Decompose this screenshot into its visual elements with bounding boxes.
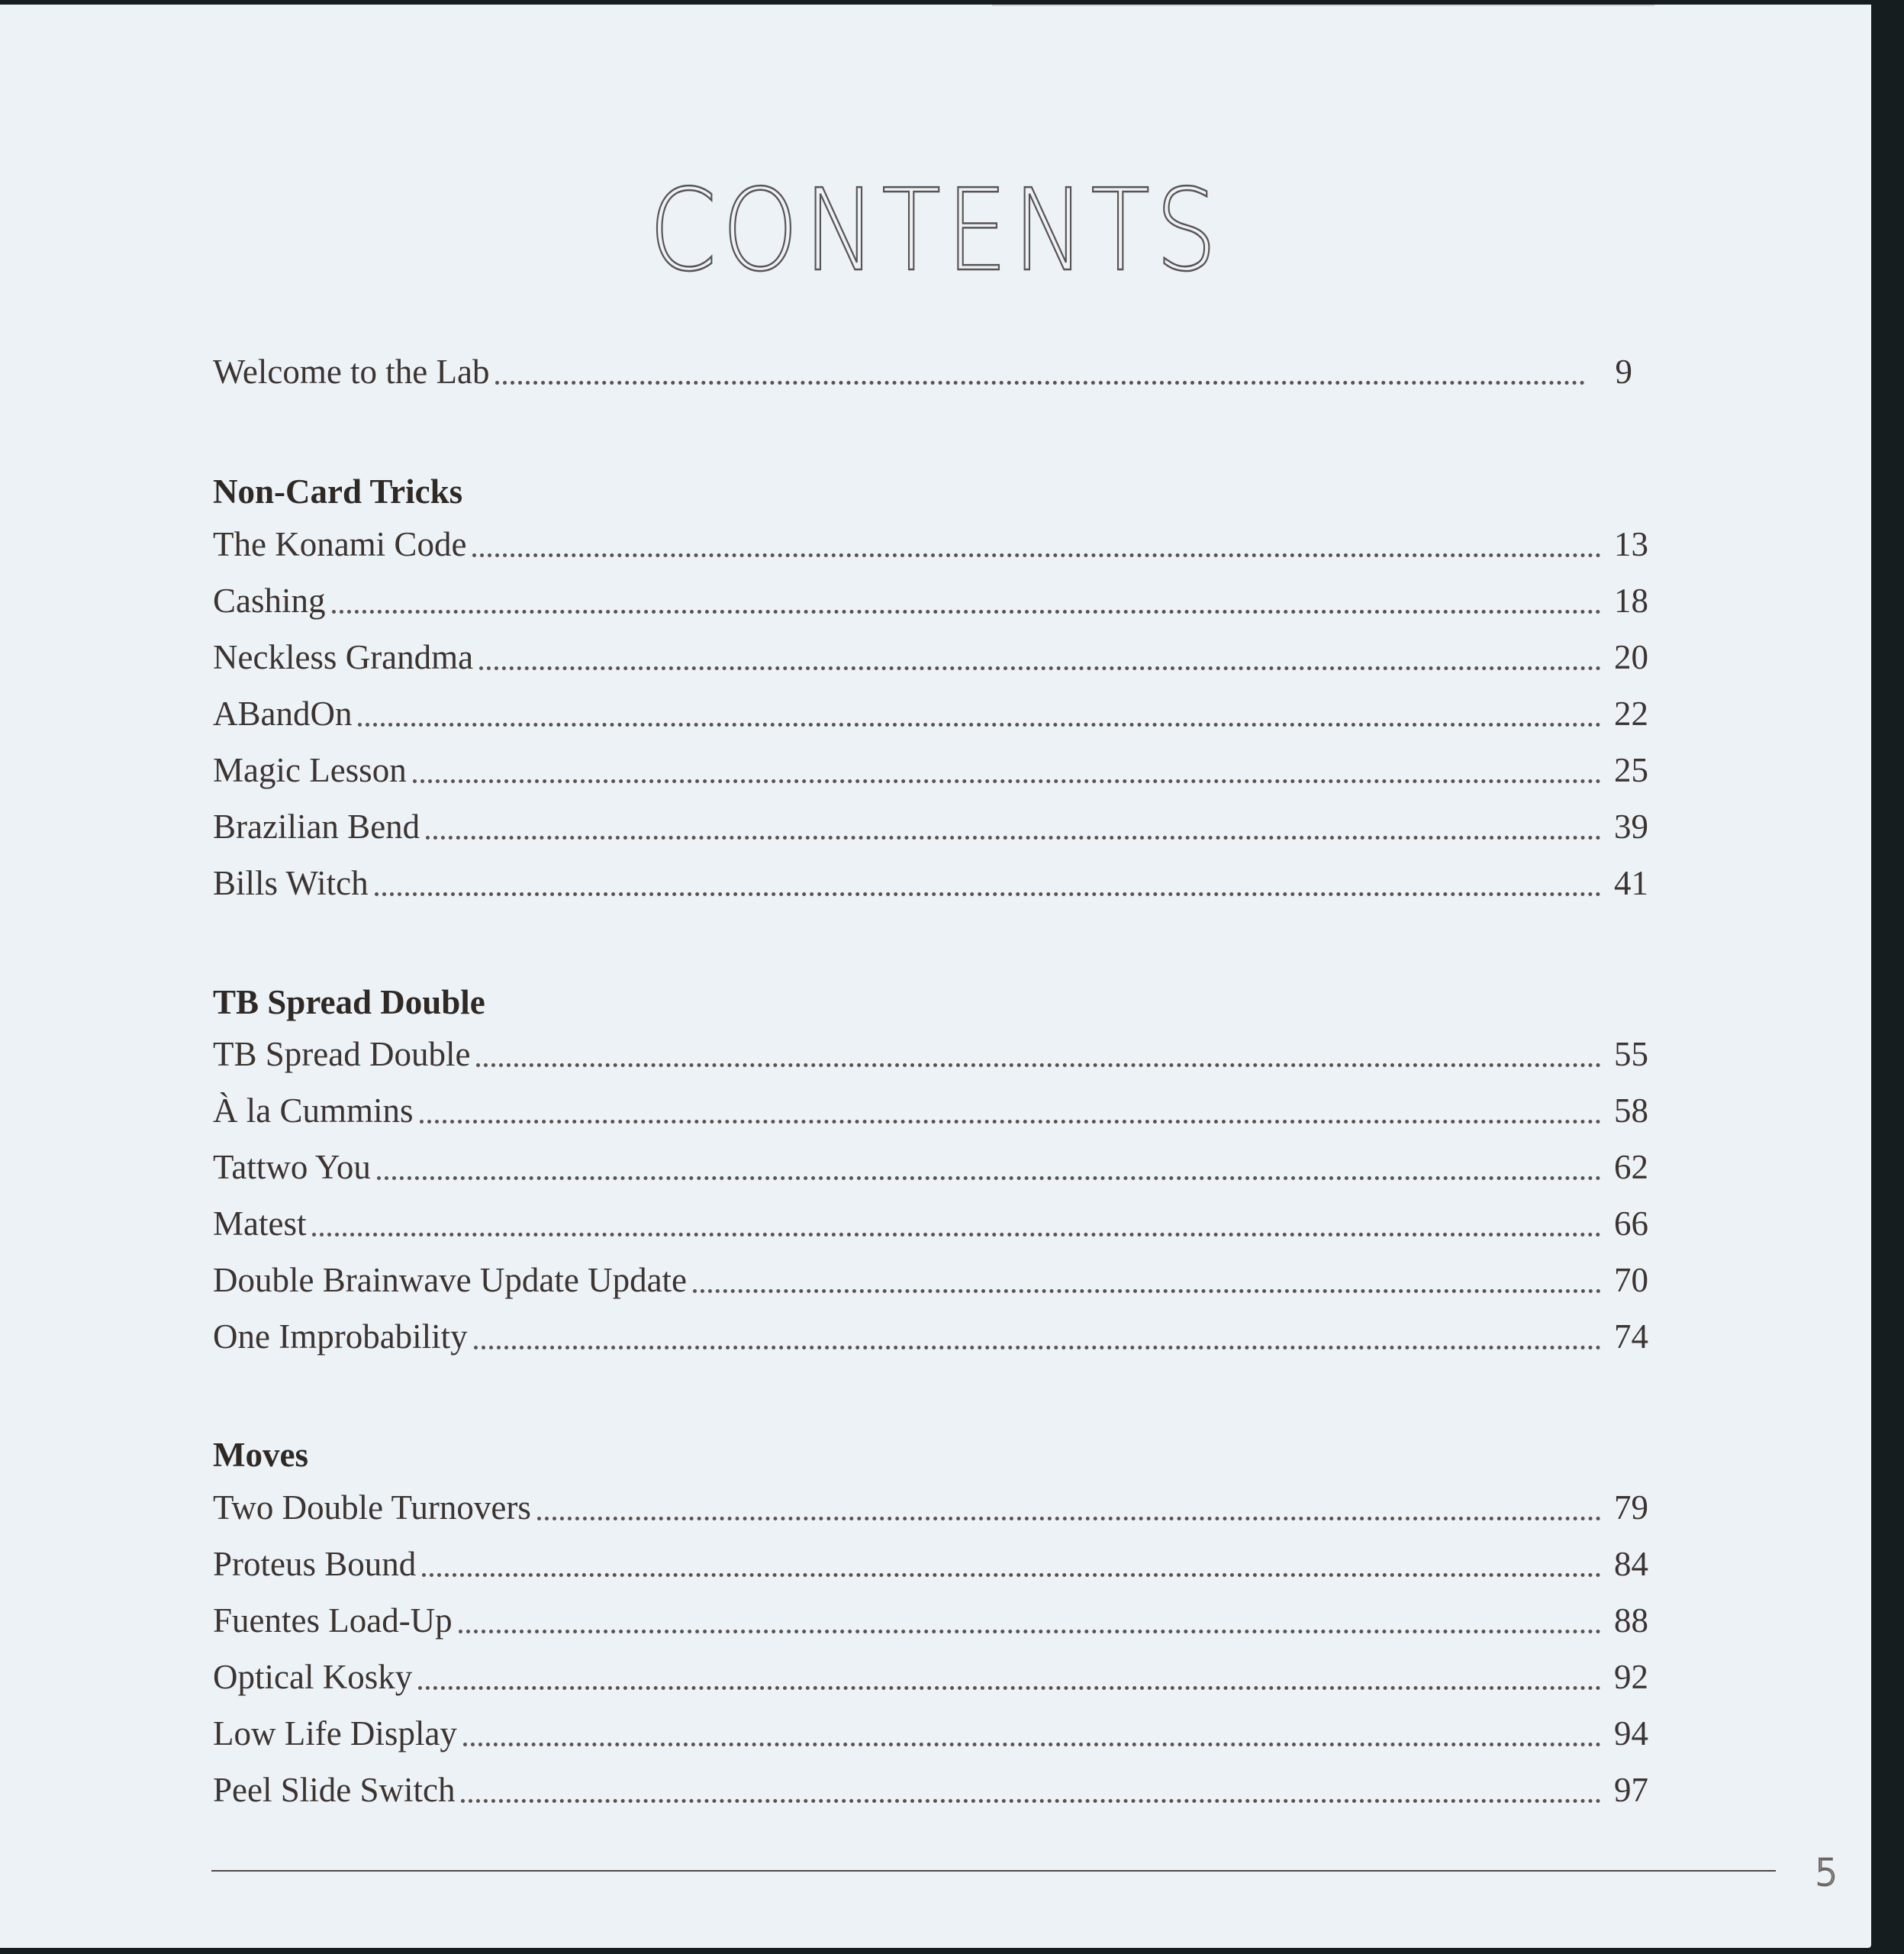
dot-leader [472, 553, 1601, 557]
dot-leader [358, 723, 1601, 727]
toc-entry[interactable] [213, 1469, 1648, 1525]
toc-entry[interactable] [213, 1694, 1648, 1751]
entry-title: One Improbability [213, 1317, 468, 1356]
dot-leader [413, 779, 1601, 783]
toc-entry[interactable] [213, 675, 1648, 731]
dot-leader [463, 1743, 1601, 1746]
entry-title: Cashing [213, 582, 326, 620]
dot-leader [418, 1686, 1601, 1690]
entry-title: Double Brainwave Update Update [213, 1261, 688, 1299]
entry-title: The Konami Code [213, 525, 467, 563]
dot-leader [495, 381, 1585, 385]
entry-title: Magic Lesson [213, 751, 407, 789]
toc-entry[interactable] [213, 1525, 1648, 1582]
entry-page: 66 [1614, 1204, 1648, 1243]
toc-entry[interactable] [213, 1241, 1648, 1298]
entry-title: Optical Kosky [213, 1658, 413, 1696]
entry-page: 79 [1614, 1488, 1648, 1527]
toc-entry[interactable] [213, 505, 1648, 562]
entry-page: 94 [1614, 1714, 1648, 1752]
entry-page: 97 [1614, 1771, 1648, 1809]
dot-leader [461, 1799, 1601, 1803]
dot-leader [375, 892, 1601, 896]
entry-page: 20 [1614, 638, 1648, 676]
toc-entry[interactable] [213, 1751, 1648, 1807]
toc-entry[interactable] [213, 1638, 1648, 1694]
entry-page: 84 [1614, 1545, 1648, 1583]
entry-title: Tattwo You [213, 1148, 371, 1186]
entry-title: Peel Slide Switch [213, 1771, 456, 1809]
entry-title: Proteus Bound [213, 1545, 417, 1583]
entry-page: 62 [1614, 1148, 1648, 1186]
toc-entry-intro[interactable] [213, 333, 1632, 389]
toc-entry[interactable] [213, 1185, 1648, 1241]
entry-title: Bills Witch [213, 864, 369, 902]
entry-title: Matest [213, 1204, 307, 1243]
toc-entry[interactable] [213, 1015, 1648, 1072]
entry-page: 74 [1614, 1317, 1648, 1356]
section-heading: Non-Card Tricks [213, 472, 463, 511]
top-edge-line [992, 5, 1654, 6]
toc-entry[interactable] [213, 1298, 1648, 1354]
entry-page: 88 [1614, 1601, 1648, 1640]
toc-entry[interactable] [213, 1072, 1648, 1128]
entry-page: 58 [1614, 1091, 1648, 1130]
toc-entry[interactable] [213, 788, 1648, 844]
section-heading: TB Spread Double [213, 983, 485, 1021]
entry-page: 25 [1614, 751, 1648, 789]
entry-page: 55 [1614, 1035, 1648, 1073]
dot-leader [476, 1063, 1601, 1067]
toc-entry[interactable] [213, 562, 1648, 618]
entry-page: 13 [1614, 525, 1648, 563]
toc-entry[interactable] [213, 731, 1648, 788]
dot-leader [332, 610, 1601, 614]
entry-page: 39 [1614, 808, 1648, 846]
entry-page: 9 [1615, 353, 1632, 391]
footer-rule [211, 1870, 1776, 1872]
dot-leader [422, 1573, 1601, 1577]
section-heading: Moves [213, 1436, 308, 1474]
dot-leader [426, 836, 1601, 840]
dot-leader [693, 1289, 1601, 1293]
dot-leader [420, 1120, 1601, 1124]
page-title: CONTENTS [649, 165, 1223, 296]
toc-entry[interactable] [213, 618, 1648, 675]
dot-leader [537, 1517, 1601, 1520]
dot-leader [474, 1346, 1601, 1349]
entry-title: Welcome to the Lab [213, 353, 490, 391]
entry-page: 22 [1614, 695, 1648, 733]
toc-entry[interactable] [213, 1128, 1648, 1185]
entry-page: 18 [1614, 582, 1648, 620]
entry-title: Fuentes Load-Up [213, 1601, 453, 1640]
entry-title: TB Spread Double [213, 1035, 471, 1073]
entry-page: 92 [1614, 1658, 1648, 1696]
toc-entry[interactable] [213, 1582, 1648, 1638]
entry-title: ABandOn [213, 695, 353, 733]
book-page [0, 5, 1871, 1948]
entry-title: Neckless Grandma [213, 638, 474, 676]
dot-leader [377, 1176, 1601, 1180]
entry-title: Two Double Turnovers [213, 1488, 531, 1527]
page-number: 5 [1815, 1852, 1838, 1894]
toc-entry[interactable] [213, 844, 1648, 901]
dot-leader [479, 666, 1601, 670]
entry-page: 70 [1614, 1261, 1648, 1299]
entry-title: Low Life Display [213, 1714, 457, 1752]
dot-leader [312, 1233, 1601, 1237]
entry-title: À la Cummins [213, 1091, 414, 1130]
entry-page: 41 [1614, 864, 1648, 902]
dot-leader [459, 1630, 1601, 1633]
entry-title: Brazilian Bend [213, 808, 420, 846]
